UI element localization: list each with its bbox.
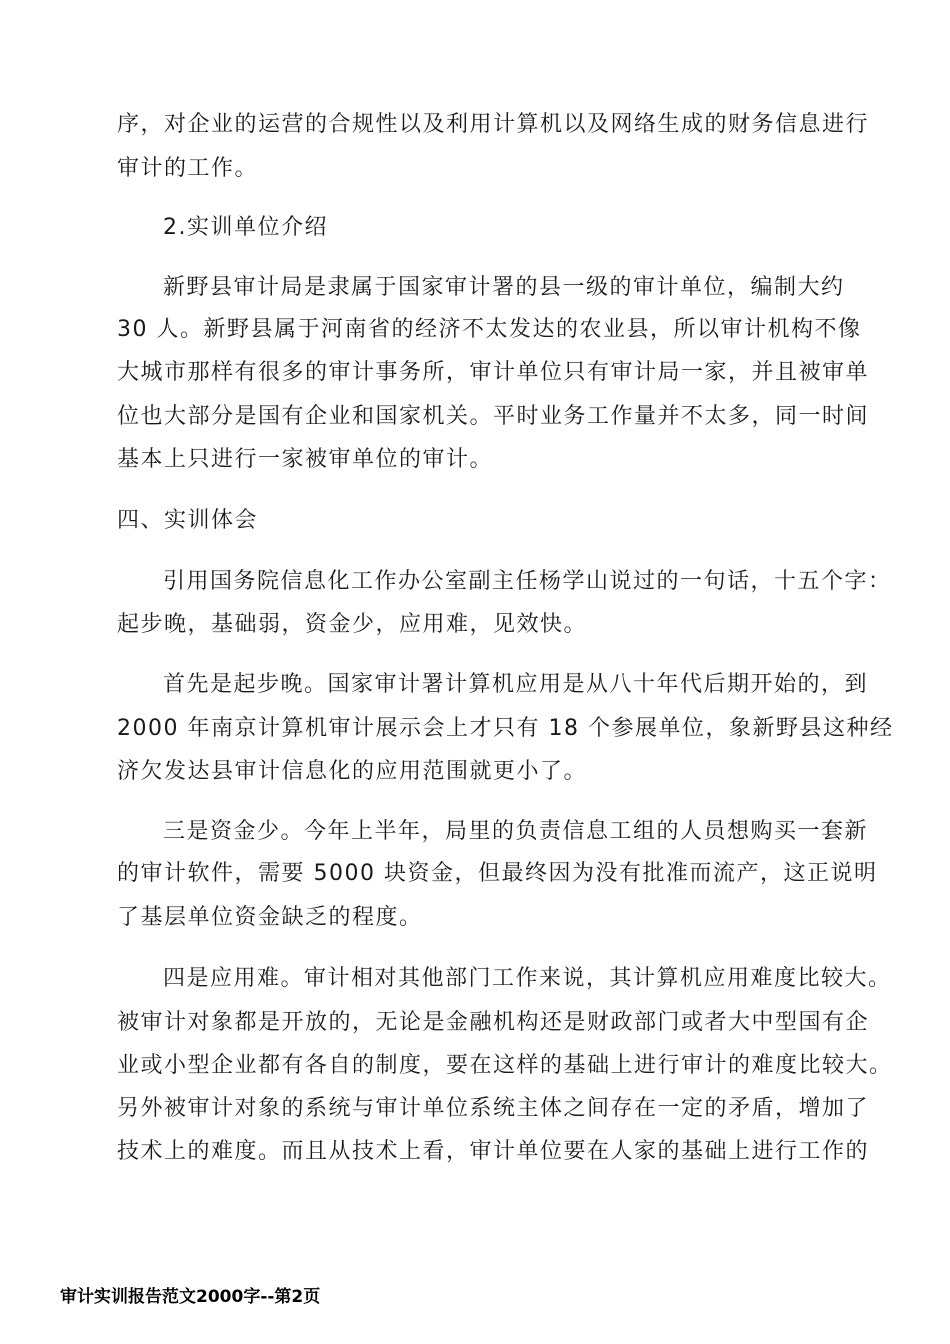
text-line: 大城市那样有很多的审计事务所，审计单位只有审计局一家，并且被审单 <box>117 360 870 385</box>
text-line: 另外被审计对象的系统与审计单位系统主体之间存在一定的矛盾，增加了 <box>117 1096 870 1121</box>
text-line: 的审计软件，需要 5000 块资金，但最终因为没有批准而流产，这正说明 <box>117 861 878 886</box>
text-line: 技术上的难度。而且从技术上看，审计单位要在人家的基础上进行工作的 <box>117 1139 870 1164</box>
text-line: 了基层单位资金缺乏的程度。 <box>117 905 423 930</box>
text-line: 业或小型企业都有各自的制度，要在这样的基础上进行审计的难度比较大。 <box>117 1053 893 1078</box>
text-line: 位也大部分是国有企业和国家机关。平时业务工作量并不太多，同一时间 <box>117 404 870 429</box>
text-line: 新野县审计局是隶属于国家审计署的县一级的审计单位，编制大约 <box>163 275 845 300</box>
text-line: 起步晚，基础弱，资金少，应用难，见效快。 <box>117 612 588 637</box>
text-line: 审计的工作。 <box>117 156 259 181</box>
text-line: 四是应用难。审计相对其他部门工作来说，其计算机应用难度比较大。 <box>163 966 892 991</box>
text-line: 被审计对象都是开放的，无论是金融机构还是财政部门或者大中型国有企 <box>117 1010 870 1035</box>
text-line: 首先是起步晚。国家审计署计算机应用是从八十年代后期开始的，到 <box>163 672 869 697</box>
text-line: 30 人。新野县属于河南省的经济不太发达的农业县，所以审计机构不像 <box>117 317 862 342</box>
text-line: 引用国务院信息化工作办公室副主任杨学山说过的一句话，十五个字： <box>163 569 892 594</box>
text-line: 2000 年南京计算机审计展示会上才只有 18 个参展单位，象新野县这种经 <box>117 716 894 741</box>
page-footer: 审计实训报告范文2000字--第2页 <box>60 1287 321 1307</box>
text-line: 基本上只进行一家被审单位的审计。 <box>117 447 494 472</box>
text-line: 济欠发达县审计信息化的应用范围就更小了。 <box>117 759 588 784</box>
section-heading: 2.实训单位介绍 <box>163 215 328 240</box>
text-line: 序，对企业的运营的合规性以及利用计算机以及网络生成的财务信息进行 <box>117 112 870 137</box>
text-line: 三是资金少。今年上半年，局里的负责信息工组的人员想购买一套新 <box>163 819 869 844</box>
section-heading: 四、实训体会 <box>117 508 259 533</box>
